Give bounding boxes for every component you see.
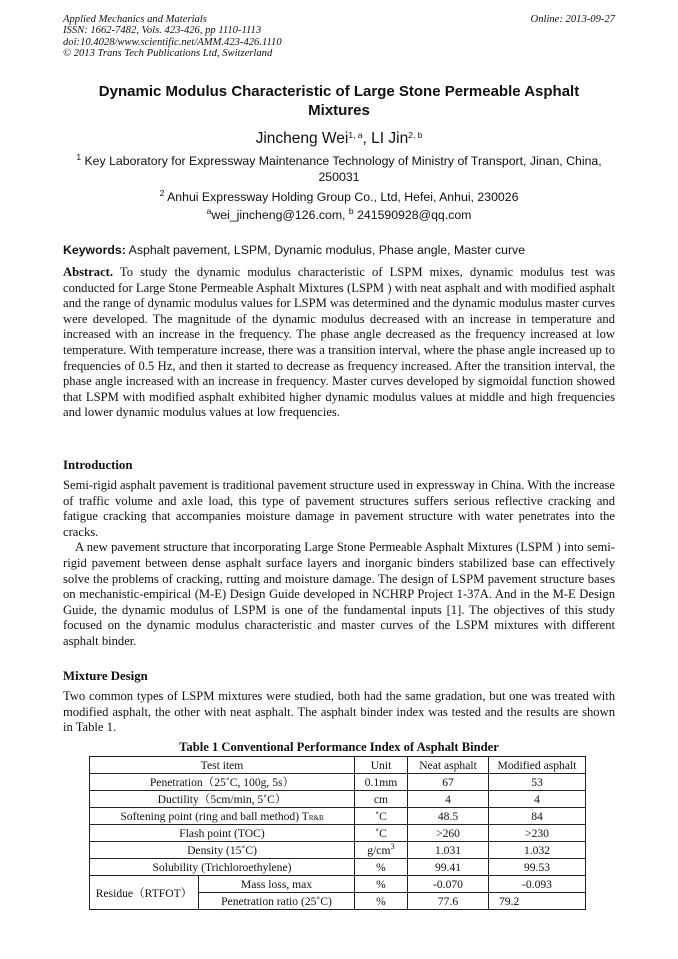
paragraph: A new pavement structure that incorporating Large Stone Permeable Asphalt Mixtures (LSPM ) into semi-rigid pavement between dense asphalt surface layers and inorganic binders stabilized base can effectively solve the problems of cracking, rutting and moisture damage. The design of LSPM pavement structure bases on mechanistic-empirical (M-E) Design Guide developed in NCHRP Project 1-37A. And in the M-E Design Guide, the dynamic modulus of LSPM is one of the fundamental inputs [1]. The objectives of this study focused on the dynamic modulus characteristic and master curves of the LSPM mixtures with different asphalt binder. bbox=[63, 540, 615, 648]
cell: Density (15˚C) bbox=[90, 842, 355, 859]
online-date: Online: 2013-09-27 bbox=[530, 14, 615, 25]
cell: ˚C bbox=[355, 825, 408, 842]
author-name: Jincheng Wei bbox=[255, 130, 349, 147]
email[interactable]: 241590928@qq.com bbox=[357, 208, 472, 222]
cell: % bbox=[355, 893, 408, 910]
binder-table bbox=[89, 756, 586, 910]
email[interactable]: wei_jincheng@126.com, bbox=[211, 208, 346, 222]
cell bbox=[355, 842, 408, 859]
header-cell: Unit bbox=[355, 757, 408, 774]
abstract-label: Abstract. bbox=[63, 265, 114, 279]
cell-text: Softening point (ring and ball method) T bbox=[120, 809, 309, 823]
header-cell: Test item bbox=[90, 757, 355, 774]
emails bbox=[63, 207, 615, 223]
authors: Jincheng Wei$^{1, a}$, LI Jin$^{2, b}$ bbox=[255, 130, 423, 147]
cell: 79.2 bbox=[489, 893, 586, 910]
affiliation-1 bbox=[63, 153, 615, 185]
cell: 99.41 bbox=[408, 859, 489, 876]
email-sup: a bbox=[206, 206, 212, 216]
cell: 67 bbox=[408, 774, 489, 791]
table-row bbox=[90, 859, 586, 876]
affiliation-text: Key Laboratory for Expressway Maintenance Technology of Ministry of Transport, Jinan, China, 250031 bbox=[84, 154, 602, 184]
paragraph: Two common types of LSPM mixtures were studied, both had the same gradation, but one was treated with modified asphalt, the other with neat asphalt. The asphalt binder index was tested and the results are shown in Table 1. bbox=[63, 689, 615, 735]
cell: Penetration ratio (25˚C) bbox=[199, 893, 355, 910]
cell: Flash point (TOC) bbox=[90, 825, 355, 842]
introduction-section bbox=[63, 458, 615, 650]
table-row bbox=[90, 774, 586, 791]
cell: % bbox=[355, 859, 408, 876]
header-cell: Modified asphalt bbox=[489, 757, 586, 774]
cell: >260 bbox=[408, 825, 489, 842]
table-row bbox=[90, 842, 586, 859]
cell: 48.5 bbox=[408, 808, 489, 825]
subscript: R&B bbox=[308, 813, 324, 822]
cell: -0.070 bbox=[408, 876, 489, 893]
issn: ISSN: 1662-7482, Vols. 423-426, pp 1110-1113 bbox=[63, 25, 262, 37]
copyright: © 2013 Trans Tech Publications Ltd, Switzerland bbox=[63, 48, 273, 60]
email-sup: b bbox=[348, 206, 354, 216]
affiliation-text: Anhui Expressway Holding Group Co., Ltd, Hefei, Anhui, 230026 bbox=[167, 190, 519, 204]
keywords bbox=[63, 243, 615, 257]
cell: 4 bbox=[408, 791, 489, 808]
section-heading: Introduction bbox=[63, 458, 133, 472]
cell: cm bbox=[355, 791, 408, 808]
affiliation-sup: 1 bbox=[76, 152, 82, 162]
author-name: LI Jin bbox=[371, 130, 409, 147]
cell: -0.093 bbox=[489, 876, 586, 893]
affiliation-sup: 2 bbox=[159, 188, 165, 198]
keywords-label: Keywords: bbox=[63, 243, 126, 257]
cell: ˚C bbox=[355, 808, 408, 825]
doi: doi:10.4028/www.scientific.net/AMM.423-426.1110 bbox=[63, 36, 282, 48]
cell-text: g/cm bbox=[367, 843, 391, 857]
cell: 53 bbox=[489, 774, 586, 791]
cell: Solubility (Trichloroethylene) bbox=[90, 859, 355, 876]
cell: 1.031 bbox=[408, 842, 489, 859]
table-caption: Table 1 Conventional Performance Index of Asphalt Binder bbox=[179, 740, 499, 754]
abstract bbox=[63, 265, 615, 421]
cell: 1.032 bbox=[489, 842, 586, 859]
header-cell: Neat asphalt bbox=[408, 757, 489, 774]
cell: 77.6 bbox=[408, 893, 489, 910]
paragraph: Semi-rigid asphalt pavement is traditional pavement structure used in expressway in China. With the increase of traffic volume and axle load, this type of pavement structures suffers serious reflective cracking and fatigue cracking that accompanies moisture damage in pavement structure with water penetrates into the cracks. bbox=[63, 478, 615, 539]
table-row bbox=[90, 876, 586, 893]
cell: % bbox=[355, 876, 408, 893]
mixture-design-section bbox=[63, 669, 615, 736]
affiliation-2 bbox=[63, 189, 615, 205]
keywords-text: Asphalt pavement, LSPM, Dynamic modulus, Phase angle, Master curve bbox=[128, 243, 526, 257]
cell: 4 bbox=[489, 791, 586, 808]
table-row bbox=[90, 808, 586, 825]
table-row bbox=[90, 825, 586, 842]
paper-title: Dynamic Modulus Characteristic of Large Stone Permeable Asphalt Mixtures bbox=[98, 83, 580, 119]
cell: >230 bbox=[489, 825, 586, 842]
author-sup: 1, a bbox=[348, 130, 363, 140]
cell: 84 bbox=[489, 808, 586, 825]
author-sup: 2, b bbox=[408, 130, 423, 140]
cell: 99.53 bbox=[489, 859, 586, 876]
journal-name: Applied Mechanics and Materials bbox=[63, 14, 207, 25]
cell: Ductility（5cm/min, 5˚C） bbox=[90, 791, 355, 808]
superscript: 3 bbox=[390, 840, 395, 851]
cell: 0.1mm bbox=[355, 774, 408, 791]
table-header-row bbox=[90, 757, 586, 774]
running-header bbox=[63, 14, 615, 60]
cell bbox=[90, 808, 355, 825]
cell: Residue（RTFOT） bbox=[90, 876, 199, 910]
section-heading: Mixture Design bbox=[63, 669, 148, 683]
cell: Mass loss, max bbox=[199, 876, 355, 893]
abstract-text: To study the dynamic modulus characteristic of LSPM mixes, dynamic modulus test was conducted for Large Stone Permeable Asphalt Mixtures (LSPM ) with neat asphalt and with modified asphalt and the range of dynamic modulus values for LSPM was determined and the dynamic modulus master curves were developed. The magnitude of the dynamic modulus decreased with an increase in temperature and increased with an increase in the frequency. The phase angle decreased as the frequency increased at low temperature. With temperature increase, there was a transition interval, where the phase angle increased up to frequencies of 0.5 Hz, and then it started to decrease as frequency increased. After the transition interval, the phase angle increased with an increase in frequency. Master curves developed by sigmoidal function showed that LSPM with modified asphalt exhibited higher dynamic modulus values at middle and high frequencies and lower dynamic modulus values at low frequencies. bbox=[63, 265, 615, 420]
cell: Penetration（25˚C, 100g, 5s） bbox=[90, 774, 355, 791]
table-row bbox=[90, 791, 586, 808]
